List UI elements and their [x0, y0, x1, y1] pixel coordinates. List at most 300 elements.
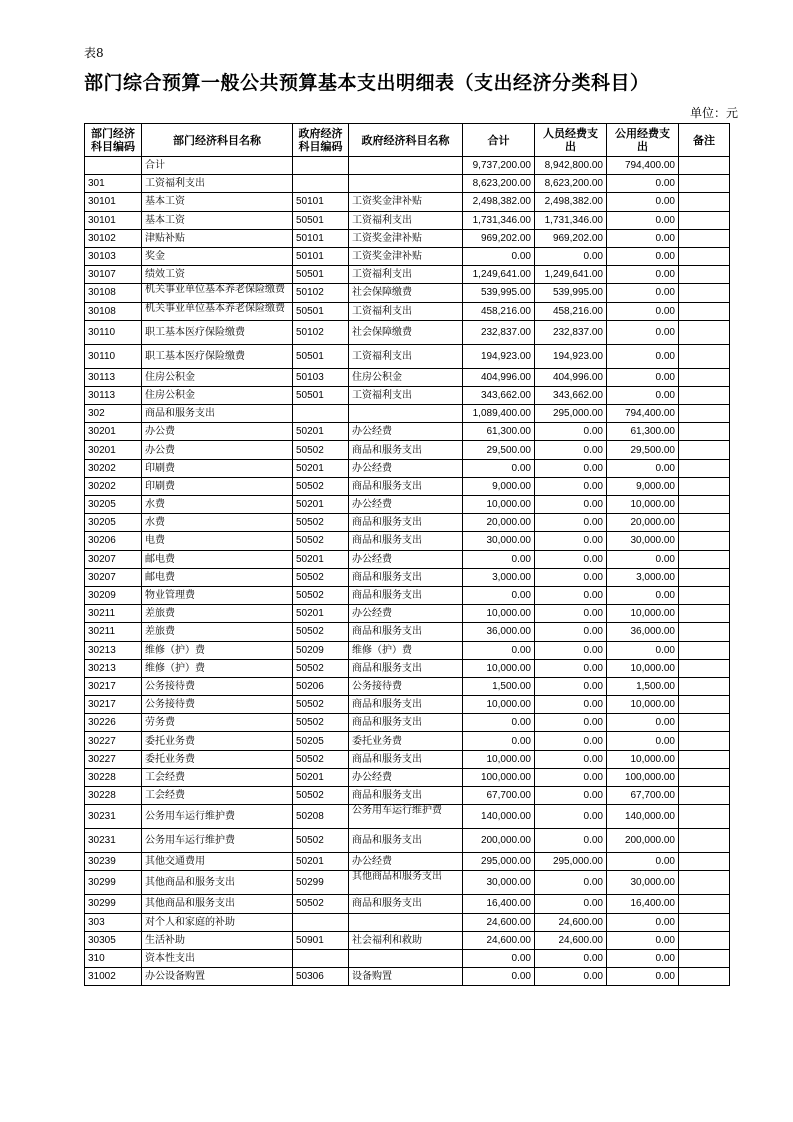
- table-row: [85, 913, 730, 931]
- note-cell: [679, 302, 730, 320]
- public-cell: 0.00: [607, 459, 679, 477]
- total-cell: 9,000.00: [463, 477, 535, 495]
- public-cell: 200,000.00: [607, 829, 679, 853]
- table-row: [85, 677, 730, 695]
- gov-code-cell: 50102: [293, 320, 349, 344]
- gov-name-cell: 商品和服务支出: [349, 477, 463, 495]
- table-row: [85, 423, 730, 441]
- gov-code-cell: 50201: [293, 605, 349, 623]
- total-cell: 404,996.00: [463, 368, 535, 386]
- dept-name-cell: 津贴补贴: [142, 229, 293, 247]
- personnel-cell: 8,623,200.00: [535, 175, 607, 193]
- personnel-cell: 0.00: [535, 586, 607, 604]
- gov-name-cell: 社会福利和救助: [349, 931, 463, 949]
- header-row: [85, 124, 730, 157]
- dept-code-cell: 30101: [85, 193, 142, 211]
- table-row: [85, 211, 730, 229]
- personnel-cell: 0.00: [535, 829, 607, 853]
- total-cell: 10,000.00: [463, 750, 535, 768]
- dept-code-cell: 30239: [85, 853, 142, 871]
- gov-code-cell: 50201: [293, 768, 349, 786]
- gov-code-cell: 50502: [293, 441, 349, 459]
- public-cell: 16,400.00: [607, 895, 679, 913]
- dept-code-cell: 30110: [85, 344, 142, 368]
- dept-code-cell: 30217: [85, 677, 142, 695]
- table-row: [85, 871, 730, 895]
- personnel-cell: 0.00: [535, 496, 607, 514]
- gov-code-cell: 50502: [293, 714, 349, 732]
- public-cell: 0.00: [607, 284, 679, 302]
- personnel-cell: 232,837.00: [535, 320, 607, 344]
- dept-name-cell: 奖金: [142, 247, 293, 265]
- note-cell: [679, 193, 730, 211]
- dept-code-cell: 30213: [85, 659, 142, 677]
- table-row: [85, 344, 730, 368]
- header-personnel: 人员经费支出: [535, 124, 607, 157]
- total-cell: 0.00: [463, 550, 535, 568]
- table-row: [85, 768, 730, 786]
- public-cell: 0.00: [607, 386, 679, 404]
- public-cell: 0.00: [607, 641, 679, 659]
- gov-name-cell: 工资福利支出: [349, 386, 463, 404]
- dept-name-cell: 机关事业单位基本养老保险缴费: [142, 284, 293, 302]
- note-cell: [679, 750, 730, 768]
- personnel-cell: 458,216.00: [535, 302, 607, 320]
- personnel-cell: 0.00: [535, 568, 607, 586]
- dept-name-cell: 物业管理费: [142, 586, 293, 604]
- gov-name-cell: 商品和服务支出: [349, 532, 463, 550]
- dept-code-cell: 30202: [85, 459, 142, 477]
- dept-code-cell: 30217: [85, 696, 142, 714]
- dept-name-cell: 维修（护）费: [142, 641, 293, 659]
- note-cell: [679, 568, 730, 586]
- gov-code-cell: 50502: [293, 659, 349, 677]
- gov-name-cell: 商品和服务支出: [349, 441, 463, 459]
- gov-name-cell: 商品和服务支出: [349, 696, 463, 714]
- table-row: [85, 787, 730, 805]
- total-cell: 458,216.00: [463, 302, 535, 320]
- total-cell: 0.00: [463, 732, 535, 750]
- gov-code-cell: 50101: [293, 229, 349, 247]
- table-row: [85, 175, 730, 193]
- total-cell: 1,249,641.00: [463, 266, 535, 284]
- total-cell: 36,000.00: [463, 623, 535, 641]
- dept-name-cell: 住房公积金: [142, 386, 293, 404]
- personnel-cell: 539,995.00: [535, 284, 607, 302]
- gov-code-cell: 50501: [293, 386, 349, 404]
- dept-name-cell: 生活补助: [142, 931, 293, 949]
- public-cell: 1,500.00: [607, 677, 679, 695]
- header-note: 备注: [679, 124, 730, 157]
- table-row: [85, 968, 730, 986]
- table-row: [85, 405, 730, 423]
- personnel-cell: 0.00: [535, 514, 607, 532]
- personnel-cell: 0.00: [535, 247, 607, 265]
- gov-name-cell: 办公经费: [349, 605, 463, 623]
- personnel-cell: 8,942,800.00: [535, 157, 607, 175]
- dept-code-cell: 30107: [85, 266, 142, 284]
- dept-code-cell: 30231: [85, 805, 142, 829]
- gov-name-cell: 商品和服务支出: [349, 568, 463, 586]
- header-total: 合计: [463, 124, 535, 157]
- public-cell: 0.00: [607, 229, 679, 247]
- dept-code-cell: [85, 157, 142, 175]
- total-cell: 295,000.00: [463, 853, 535, 871]
- note-cell: [679, 913, 730, 931]
- gov-code-cell: [293, 913, 349, 931]
- total-cell: 0.00: [463, 968, 535, 986]
- gov-code-cell: [293, 405, 349, 423]
- gov-name-cell: 办公经费: [349, 550, 463, 568]
- total-cell: 343,662.00: [463, 386, 535, 404]
- public-cell: 0.00: [607, 193, 679, 211]
- note-cell: [679, 931, 730, 949]
- gov-name-cell: 公务接待费: [349, 677, 463, 695]
- gov-code-cell: 50209: [293, 641, 349, 659]
- personnel-cell: 0.00: [535, 459, 607, 477]
- gov-code-cell: 50206: [293, 677, 349, 695]
- dept-name-cell: 工会经费: [142, 768, 293, 786]
- dept-code-cell: 301: [85, 175, 142, 193]
- gov-name-cell: 维修（护）费: [349, 641, 463, 659]
- gov-name-cell: 社会保障缴费: [349, 284, 463, 302]
- table-row: [85, 284, 730, 302]
- note-cell: [679, 641, 730, 659]
- dept-name-cell: 电费: [142, 532, 293, 550]
- total-cell: 539,995.00: [463, 284, 535, 302]
- public-cell: 9,000.00: [607, 477, 679, 495]
- dept-name-cell: 职工基本医疗保险缴费: [142, 320, 293, 344]
- gov-code-cell: 50502: [293, 895, 349, 913]
- total-cell: 10,000.00: [463, 659, 535, 677]
- table-row: [85, 714, 730, 732]
- dept-code-cell: 30299: [85, 871, 142, 895]
- personnel-cell: 194,923.00: [535, 344, 607, 368]
- table-row: [85, 732, 730, 750]
- public-cell: 0.00: [607, 320, 679, 344]
- note-cell: [679, 605, 730, 623]
- public-cell: 0.00: [607, 211, 679, 229]
- gov-name-cell: 商品和服务支出: [349, 514, 463, 532]
- dept-name-cell: 印刷费: [142, 459, 293, 477]
- personnel-cell: 0.00: [535, 750, 607, 768]
- gov-name-cell: 社会保障缴费: [349, 320, 463, 344]
- gov-name-cell: 商品和服务支出: [349, 714, 463, 732]
- table-body: [85, 157, 730, 986]
- public-cell: 794,400.00: [607, 405, 679, 423]
- note-cell: [679, 677, 730, 695]
- note-cell: [679, 211, 730, 229]
- public-cell: 794,400.00: [607, 157, 679, 175]
- total-cell: 10,000.00: [463, 696, 535, 714]
- dept-name-cell: 办公费: [142, 441, 293, 459]
- header-gov-code: 政府经济科目编码: [293, 124, 349, 157]
- table-row: [85, 247, 730, 265]
- dept-code-cell: 30101: [85, 211, 142, 229]
- total-cell: 1,731,346.00: [463, 211, 535, 229]
- total-cell: 30,000.00: [463, 871, 535, 895]
- note-cell: [679, 496, 730, 514]
- gov-name-cell: 办公经费: [349, 423, 463, 441]
- total-cell: 0.00: [463, 459, 535, 477]
- gov-name-cell: 商品和服务支出: [349, 659, 463, 677]
- gov-code-cell: 50201: [293, 496, 349, 514]
- table-row: [85, 931, 730, 949]
- dept-name-cell: 其他交通费用: [142, 853, 293, 871]
- note-cell: [679, 968, 730, 986]
- note-cell: [679, 477, 730, 495]
- personnel-cell: 0.00: [535, 550, 607, 568]
- total-cell: 0.00: [463, 949, 535, 967]
- dept-name-cell: 绩效工资: [142, 266, 293, 284]
- total-cell: 10,000.00: [463, 496, 535, 514]
- dept-name-cell: 基本工资: [142, 193, 293, 211]
- total-cell: 24,600.00: [463, 913, 535, 931]
- gov-code-cell: 50306: [293, 968, 349, 986]
- dept-code-cell: 30299: [85, 895, 142, 913]
- dept-name-cell: 水费: [142, 514, 293, 532]
- public-cell: 0.00: [607, 949, 679, 967]
- page-title: 部门综合预算一般公共预算基本支出明细表（支出经济分类科目）: [84, 72, 650, 94]
- dept-name-cell: 公务用车运行维护费: [142, 805, 293, 829]
- personnel-cell: 0.00: [535, 732, 607, 750]
- dept-name-cell: 工资福利支出: [142, 175, 293, 193]
- gov-code-cell: 50901: [293, 931, 349, 949]
- budget-table: [84, 123, 730, 986]
- gov-name-cell: 商品和服务支出: [349, 829, 463, 853]
- public-cell: 0.00: [607, 732, 679, 750]
- personnel-cell: 1,249,641.00: [535, 266, 607, 284]
- gov-code-cell: 50299: [293, 871, 349, 895]
- personnel-cell: 0.00: [535, 768, 607, 786]
- dept-name-cell: 委托业务费: [142, 750, 293, 768]
- gov-code-cell: 50502: [293, 586, 349, 604]
- dept-code-cell: 30202: [85, 477, 142, 495]
- public-cell: 36,000.00: [607, 623, 679, 641]
- table-row: [85, 659, 730, 677]
- personnel-cell: 2,498,382.00: [535, 193, 607, 211]
- gov-code-cell: 50205: [293, 732, 349, 750]
- table-row: [85, 266, 730, 284]
- gov-name-cell: 商品和服务支出: [349, 895, 463, 913]
- public-cell: 0.00: [607, 302, 679, 320]
- note-cell: [679, 320, 730, 344]
- table-row: [85, 829, 730, 853]
- dept-name-cell: 委托业务费: [142, 732, 293, 750]
- table-row: [85, 229, 730, 247]
- dept-name-cell: 差旅费: [142, 623, 293, 641]
- dept-code-cell: 30201: [85, 441, 142, 459]
- total-cell: 0.00: [463, 714, 535, 732]
- personnel-cell: 0.00: [535, 787, 607, 805]
- gov-name-cell: 商品和服务支出: [349, 750, 463, 768]
- public-cell: 100,000.00: [607, 768, 679, 786]
- total-cell: 232,837.00: [463, 320, 535, 344]
- total-cell: 24,600.00: [463, 931, 535, 949]
- dept-code-cell: 30205: [85, 514, 142, 532]
- total-cell: 194,923.00: [463, 344, 535, 368]
- total-cell: 8,623,200.00: [463, 175, 535, 193]
- public-cell: 10,000.00: [607, 659, 679, 677]
- gov-code-cell: 50501: [293, 302, 349, 320]
- gov-name-cell: 工资福利支出: [349, 211, 463, 229]
- table-row: [85, 623, 730, 641]
- personnel-cell: 404,996.00: [535, 368, 607, 386]
- dept-code-cell: 30226: [85, 714, 142, 732]
- public-cell: 20,000.00: [607, 514, 679, 532]
- gov-code-cell: 50101: [293, 247, 349, 265]
- dept-code-cell: 30305: [85, 931, 142, 949]
- unit-label: 单位：元: [690, 106, 739, 120]
- personnel-cell: 0.00: [535, 968, 607, 986]
- gov-code-cell: 50502: [293, 750, 349, 768]
- gov-name-cell: [349, 913, 463, 931]
- table-row: [85, 441, 730, 459]
- note-cell: [679, 787, 730, 805]
- note-cell: [679, 532, 730, 550]
- note-cell: [679, 514, 730, 532]
- dept-code-cell: 30110: [85, 320, 142, 344]
- note-cell: [679, 895, 730, 913]
- gov-code-cell: 50502: [293, 696, 349, 714]
- personnel-cell: 0.00: [535, 532, 607, 550]
- public-cell: 0.00: [607, 714, 679, 732]
- personnel-cell: 0.00: [535, 441, 607, 459]
- dept-name-cell: 公务接待费: [142, 677, 293, 695]
- personnel-cell: 969,202.00: [535, 229, 607, 247]
- gov-code-cell: 50201: [293, 459, 349, 477]
- public-cell: 61,300.00: [607, 423, 679, 441]
- table-row: [85, 459, 730, 477]
- gov-name-cell: [349, 405, 463, 423]
- dept-name-cell: 维修（护）费: [142, 659, 293, 677]
- dept-code-cell: 30227: [85, 732, 142, 750]
- note-cell: [679, 157, 730, 175]
- dept-name-cell: 机关事业单位基本养老保险缴费: [142, 302, 293, 320]
- note-cell: [679, 459, 730, 477]
- public-cell: 10,000.00: [607, 750, 679, 768]
- gov-name-cell: 工资福利支出: [349, 344, 463, 368]
- note-cell: [679, 175, 730, 193]
- dept-code-cell: 30103: [85, 247, 142, 265]
- gov-code-cell: 50502: [293, 787, 349, 805]
- gov-code-cell: 50208: [293, 805, 349, 829]
- dept-name-cell: 其他商品和服务支出: [142, 895, 293, 913]
- total-cell: 100,000.00: [463, 768, 535, 786]
- dept-code-cell: 30102: [85, 229, 142, 247]
- table-row: [85, 157, 730, 175]
- total-cell: 30,000.00: [463, 532, 535, 550]
- gov-code-cell: 50502: [293, 623, 349, 641]
- gov-name-cell: 商品和服务支出: [349, 586, 463, 604]
- note-cell: [679, 871, 730, 895]
- table-row: [85, 895, 730, 913]
- personnel-cell: 1,731,346.00: [535, 211, 607, 229]
- dept-name-cell: 其他商品和服务支出: [142, 871, 293, 895]
- personnel-cell: 0.00: [535, 623, 607, 641]
- note-cell: [679, 229, 730, 247]
- personnel-cell: 0.00: [535, 696, 607, 714]
- dept-name-cell: 合计: [142, 157, 293, 175]
- personnel-cell: 0.00: [535, 423, 607, 441]
- table-row: [85, 368, 730, 386]
- dept-code-cell: 30207: [85, 568, 142, 586]
- dept-name-cell: 职工基本医疗保险缴费: [142, 344, 293, 368]
- dept-name-cell: 差旅费: [142, 605, 293, 623]
- note-cell: [679, 853, 730, 871]
- personnel-cell: 0.00: [535, 714, 607, 732]
- note-cell: [679, 247, 730, 265]
- table-row: [85, 302, 730, 320]
- public-cell: 10,000.00: [607, 496, 679, 514]
- public-cell: 0.00: [607, 247, 679, 265]
- dept-name-cell: 对个人和家庭的补助: [142, 913, 293, 931]
- dept-name-cell: 办公设备购置: [142, 968, 293, 986]
- personnel-cell: 0.00: [535, 659, 607, 677]
- total-cell: 200,000.00: [463, 829, 535, 853]
- gov-name-cell: 设备购置: [349, 968, 463, 986]
- public-cell: 140,000.00: [607, 805, 679, 829]
- gov-name-cell: [349, 157, 463, 175]
- dept-code-cell: 30211: [85, 605, 142, 623]
- dept-code-cell: 310: [85, 949, 142, 967]
- note-cell: [679, 386, 730, 404]
- public-cell: 10,000.00: [607, 696, 679, 714]
- note-cell: [679, 829, 730, 853]
- public-cell: 0.00: [607, 913, 679, 931]
- total-cell: 1,089,400.00: [463, 405, 535, 423]
- total-cell: 10,000.00: [463, 605, 535, 623]
- note-cell: [679, 284, 730, 302]
- dept-name-cell: 公务接待费: [142, 696, 293, 714]
- gov-code-cell: 50502: [293, 532, 349, 550]
- personnel-cell: 0.00: [535, 871, 607, 895]
- table-row: [85, 496, 730, 514]
- note-cell: [679, 266, 730, 284]
- dept-name-cell: 资本性支出: [142, 949, 293, 967]
- note-cell: [679, 768, 730, 786]
- dept-code-cell: 30209: [85, 586, 142, 604]
- gov-code-cell: 50201: [293, 423, 349, 441]
- gov-name-cell: 住房公积金: [349, 368, 463, 386]
- table-row: [85, 320, 730, 344]
- table-row: [85, 550, 730, 568]
- dept-name-cell: 邮电费: [142, 550, 293, 568]
- dept-code-cell: 302: [85, 405, 142, 423]
- gov-name-cell: 工资奖金津补贴: [349, 229, 463, 247]
- total-cell: 67,700.00: [463, 787, 535, 805]
- personnel-cell: 0.00: [535, 641, 607, 659]
- personnel-cell: 295,000.00: [535, 405, 607, 423]
- dept-code-cell: 30207: [85, 550, 142, 568]
- personnel-cell: 0.00: [535, 477, 607, 495]
- dept-name-cell: 公务用车运行维护费: [142, 829, 293, 853]
- table-row: [85, 853, 730, 871]
- gov-code-cell: 50101: [293, 193, 349, 211]
- dept-name-cell: 基本工资: [142, 211, 293, 229]
- table-row: [85, 568, 730, 586]
- public-cell: 29,500.00: [607, 441, 679, 459]
- header-dept-code: 部门经济科目编码: [85, 124, 142, 157]
- dept-code-cell: 30227: [85, 750, 142, 768]
- dept-name-cell: 工会经费: [142, 787, 293, 805]
- table-row: [85, 532, 730, 550]
- header-gov-name: 政府经济科目名称: [349, 124, 463, 157]
- gov-code-cell: 50103: [293, 368, 349, 386]
- gov-code-cell: 50502: [293, 829, 349, 853]
- gov-name-cell: 办公经费: [349, 853, 463, 871]
- note-cell: [679, 344, 730, 368]
